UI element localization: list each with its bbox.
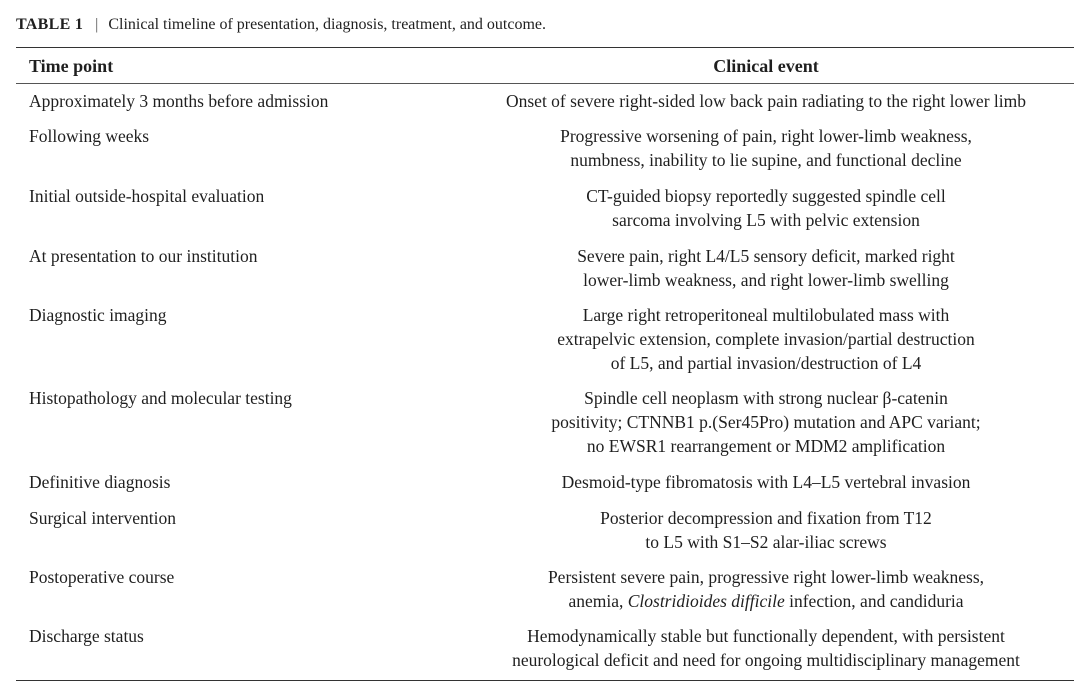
event-line: numbness, inability to lie supine, and functional decline	[570, 150, 962, 170]
clinical-event-cell	[466, 624, 1066, 672]
event-line: Hemodynamically stable but functionally dependent, with persistent	[527, 626, 1005, 646]
event-line: of L5, and partial invasion/destruction of L4	[610, 353, 922, 373]
table-top-rule	[16, 47, 1074, 48]
event-line: Onset of severe right-sided low back pain radiating to the right lower limb	[505, 91, 1026, 111]
time-point-cell: Discharge status	[29, 626, 144, 646]
event-text: anemia,	[568, 591, 628, 611]
caption-separator: |	[95, 16, 99, 33]
table-bottom-rule	[16, 680, 1074, 681]
clinical-event-cell	[466, 565, 1066, 613]
table-title: Clinical timeline of presentation, diagnosis, treatment, and outcome.	[108, 16, 547, 33]
event-line: sarcoma involving L5 with pelvic extension	[612, 210, 920, 230]
time-point-cell: Surgical intervention	[29, 508, 176, 528]
event-line: lower-limb weakness, and right lower-limb swelling	[583, 270, 949, 290]
column-header-time-point: Time point	[29, 56, 114, 76]
event-line: Spindle cell neoplasm with strong nuclear β-catenin	[584, 388, 948, 408]
table-label: TABLE 1	[16, 16, 84, 33]
time-point-cell: Approximately 3 months before admission	[29, 91, 329, 111]
event-line	[466, 589, 1066, 613]
event-line: no EWSR1 rearrangement or MDM2 amplification	[586, 436, 946, 456]
time-point-cell: Histopathology and molecular testing	[29, 388, 292, 408]
time-point-cell: Initial outside-hospital evaluation	[29, 186, 265, 206]
event-line: neurological deficit and need for ongoing multidisciplinary management	[512, 650, 1020, 670]
time-point-cell: Diagnostic imaging	[29, 305, 167, 325]
event-line: CT-guided biopsy reportedly suggested spindle cell	[586, 186, 946, 206]
clinical-event-cell	[466, 184, 1066, 232]
event-line: Posterior decompression and fixation from T12	[600, 508, 932, 528]
time-point-cell: Postoperative course	[29, 567, 175, 587]
event-line: Large right retroperitoneal multilobulated mass with	[582, 305, 950, 325]
event-line: positivity; CTNNB1 p.(Ser45Pro) mutation and APC variant;	[551, 412, 981, 432]
clinical-event-cell	[466, 470, 1066, 494]
clinical-event-cell	[466, 303, 1066, 375]
clinical-event-cell	[466, 244, 1066, 292]
event-text: infection, and candiduria	[784, 591, 964, 611]
table-header-rule	[16, 83, 1074, 84]
time-point-cell: At presentation to our institution	[29, 246, 258, 266]
event-line: Desmoid-type fibromatosis with L4–L5 vertebral invasion	[561, 472, 971, 492]
clinical-event-cell	[466, 124, 1066, 172]
event-line: to L5 with S1–S2 alar-iliac screws	[645, 532, 887, 552]
time-point-cell: Definitive diagnosis	[29, 472, 171, 492]
event-line: Severe pain, right L4/L5 sensory deficit, marked right	[577, 246, 955, 266]
column-header-clinical-event: Clinical event	[713, 56, 819, 76]
clinical-event-cell	[466, 386, 1066, 458]
event-line: Progressive worsening of pain, right lower-limb weakness,	[560, 126, 972, 146]
clinical-event-cell	[466, 506, 1066, 554]
time-point-cell: Following weeks	[29, 126, 150, 146]
organism-name: Clostridioides difficile	[627, 591, 785, 611]
table-caption	[16, 14, 546, 36]
event-line: Persistent severe pain, progressive right lower-limb weakness,	[547, 567, 985, 587]
clinical-event-cell	[466, 89, 1066, 113]
event-line: extrapelvic extension, complete invasion/partial destruction	[557, 329, 975, 349]
